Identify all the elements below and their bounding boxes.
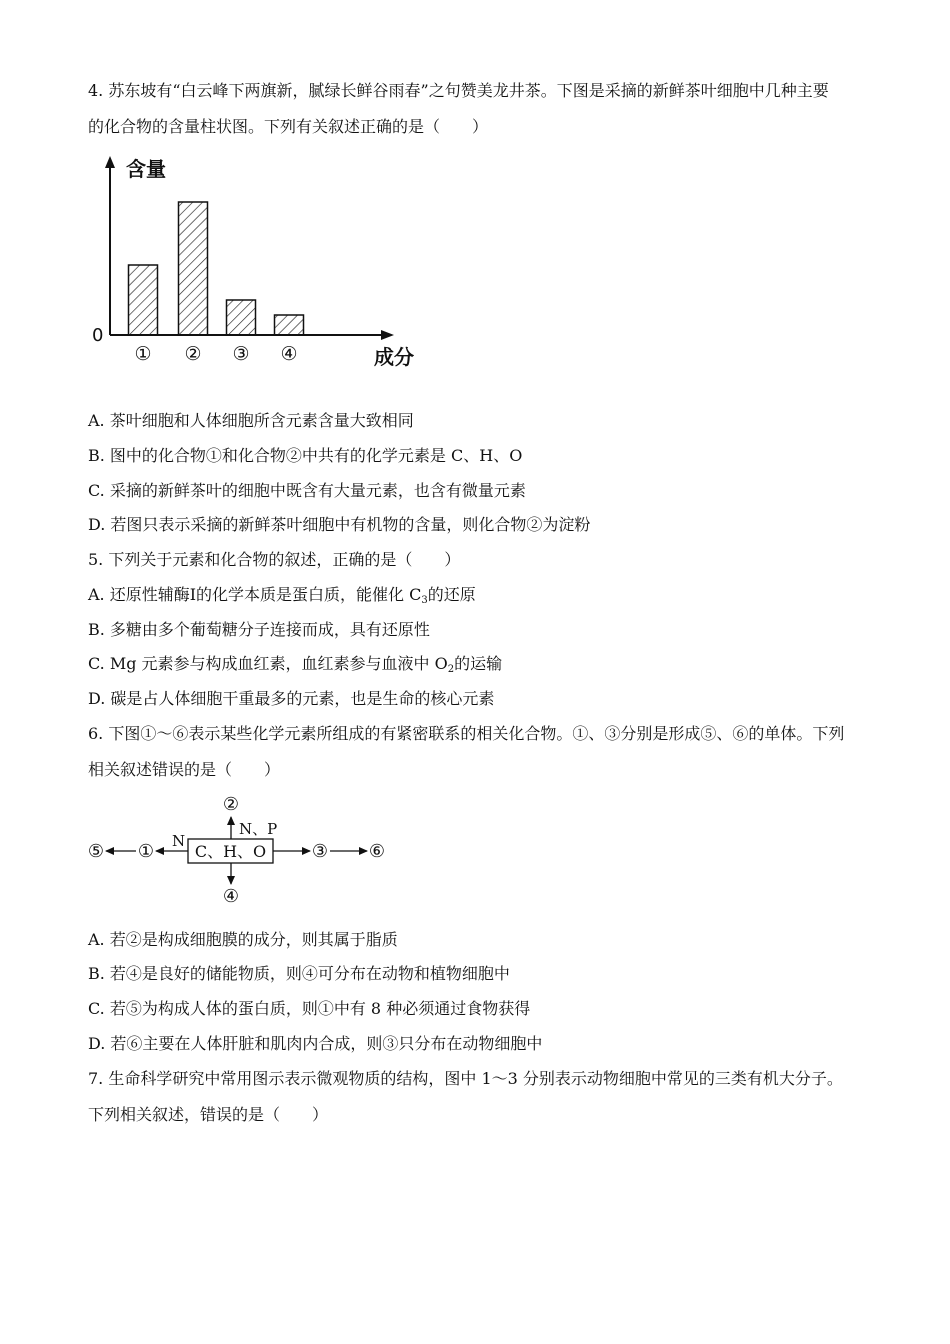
compound-3: ③ [311,841,329,862]
bar-2 [179,202,208,335]
compound-5: ⑤ [87,841,105,862]
bar-chart-svg [86,150,426,375]
label-n-p: N、P [239,820,278,838]
q6-stem-line1: 6. 下图①～⑥表示某些化学元素所组成的有紧密联系的相关化合物。①、③分别是形成⑤、⑥的单体。下列 [88,724,845,743]
compound-4: ④ [222,886,240,907]
q4-option-d: D. 若图只表示采摘的新鲜茶叶细胞中有机物的含量，则化合物②为淀粉 [88,515,591,534]
origin-label: 0 [92,325,104,346]
x-tick-label-4: ④ [280,343,298,365]
q5-option-c: C. Mg 元素参与构成血红素，血红素参与血液中 $O_2$的运输 [88,654,503,675]
q4-bar-chart [86,150,426,379]
x-tick-labels [134,343,297,365]
center-elements: C、H、O [194,842,267,861]
bars-group [129,202,304,335]
compound-6: ⑥ [368,841,386,862]
compound-2: ② [222,794,240,815]
x-axis-label: 成分 [374,345,414,369]
q7-stem-line1: 7. 生命科学研究中常用图示表示微观物质的结构，图中 1～3 分别表示动物细胞中常见的三类有机大分子。 [88,1069,843,1088]
bar-1 [129,265,158,335]
label-n: N [172,832,186,850]
x-tick-label-1: ① [134,343,152,365]
x-axis-arrow [381,330,394,340]
q5-option-b: B. 多糖由多个葡萄糖分子连接而成，具有还原性 [88,620,430,639]
x-tick-label-3: ③ [232,343,250,365]
q5-stem: 5. 下列关于元素和化合物的叙述，正确的是（ ） [88,550,461,569]
x-tick-label-2: ② [184,343,202,365]
q6-option-b: B. 若④是良好的储能物质，则④可分布在动物和植物细胞中 [88,964,510,983]
compound-diagram-svg [84,790,404,912]
q6-compound-diagram [84,790,404,916]
q5-option-a: A. 还原性辅酶Ⅰ的化学本质是蛋白质，能催化 $C_3$的还原 [88,585,476,606]
q6-option-c: C. 若⑤为构成人体的蛋白质，则①中有 8 种必须通过食物获得 [88,999,531,1018]
q4-stem-line1: 4. 苏东坡有“白云峰下两旗新，腻绿长鲜谷雨春”之句赞美龙井茶。下图是采摘的新鲜茶叶细胞中几种主要 [88,81,829,100]
bar-4 [275,315,304,335]
compound-1: ① [137,841,155,862]
bar-3 [227,300,256,335]
y-axis-arrow [105,156,115,168]
q4-option-c: C. 采摘的新鲜茶叶的细胞中既含有大量元素，也含有微量元素 [88,481,526,500]
q4-option-a: A. 茶叶细胞和人体细胞所含元素含量大致相同 [88,411,414,430]
q6-option-a: A. 若②是构成细胞膜的成分，则其属于脂质 [88,930,398,949]
y-axis-label: 含量 [126,157,166,181]
q4-option-b: B. 图中的化合物①和化合物②中共有的化学元素是 C、H、O [88,446,523,465]
q6-stem-line2: 相关叙述错误的是（ ） [88,760,281,779]
q5-option-d: D. 碳是占人体细胞干重最多的元素，也是生命的核心元素 [88,689,495,708]
q7-stem-line2: 下列相关叙述，错误的是（ ） [88,1105,329,1124]
q4-stem-line2: 的化合物的含量柱状图。下列有关叙述正确的是（ ） [88,117,489,136]
q6-option-d: D. 若⑥主要在人体肝脏和肌肉内合成，则③只分布在动物细胞中 [88,1034,543,1053]
